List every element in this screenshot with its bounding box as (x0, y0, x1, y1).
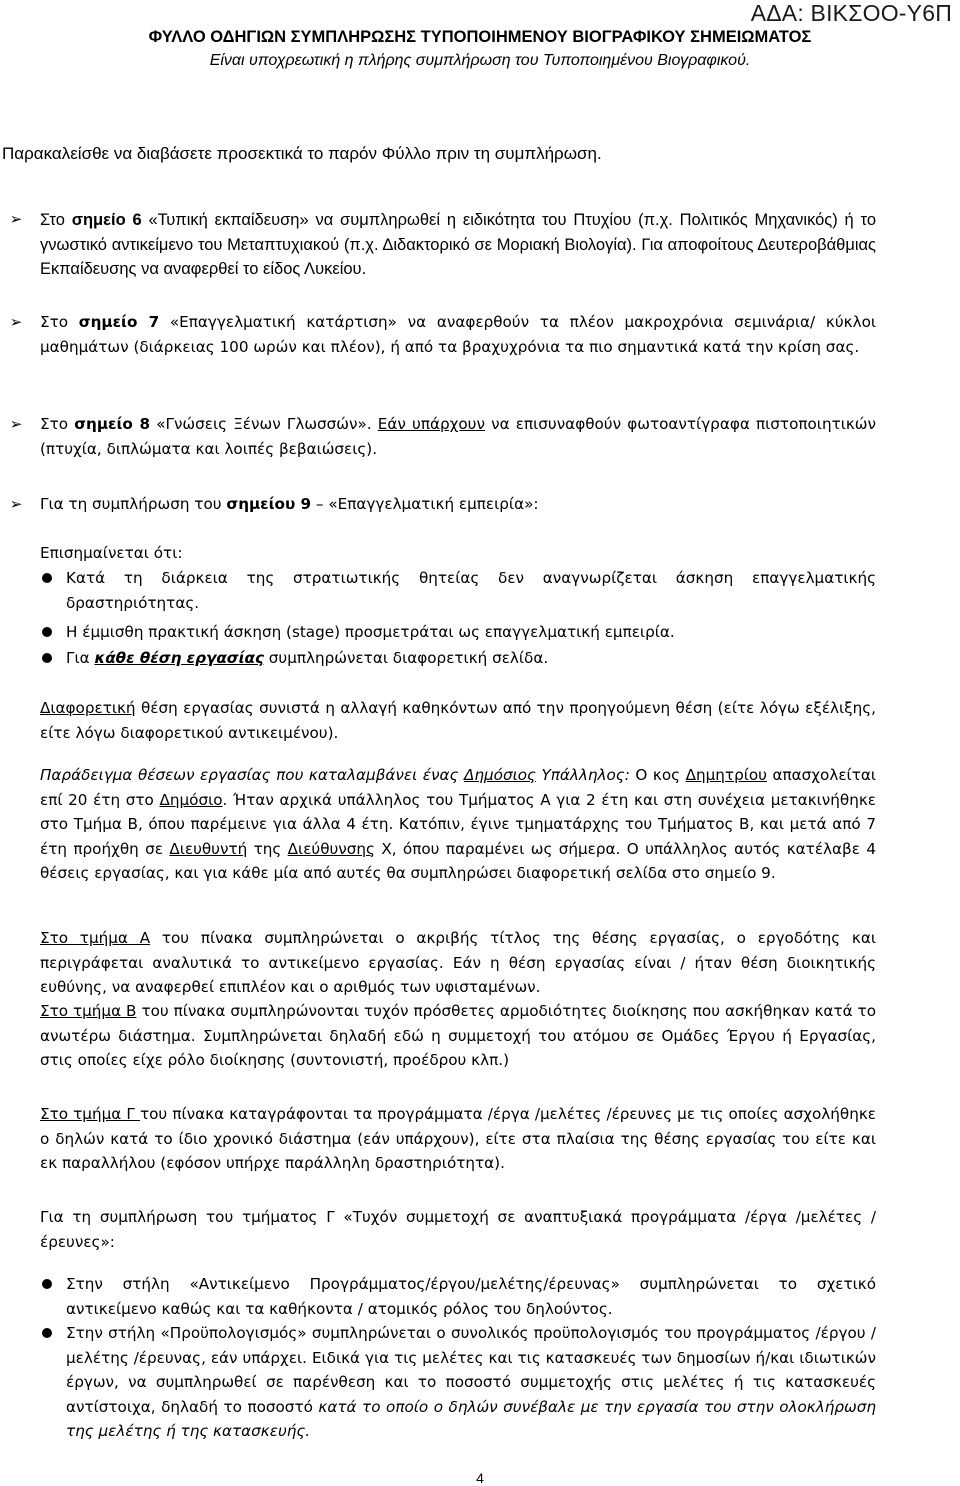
point-8-paragraph: Στο σημείο 8 «Γνώσεις Ξένων Γλωσσών». Εάν υπάρχουν να επισυναφθούν φωτοαντίγραφα πιστοποιητικών (πτυχία, διπλώματα και λοιπές βεβαιώσεις). (40, 415, 877, 458)
intro-text: Παρακαλείσθε να διαβάσετε προσεκτικά το παρόν Φύλλο πριν τη συμπλήρωση. (2, 144, 602, 163)
bullet-stage: Η έμμισθη πρακτική άσκηση (stage) προσμετράται ως επαγγελματική εμπειρία. (66, 623, 675, 641)
arrow-bullet-icon: ➢ (9, 495, 23, 513)
section-b-paragraph: Στο τμήμα Β του πίνακα συμπληρώνονται τυχόν πρόσθετες αρμοδιότητες διοίκησης που ασκήθηκαν κατά το ανωτέρω διάστημα. Συμπληρώνεται δηλαδή εδώ η συμμετοχή του ατόμου σε Ομάδες Έργου ή Εργασίας, στις οποίες είχε ρόλο διοίκησης (συντονιστή, προέδρου κλπ.) (40, 1002, 876, 1069)
point-7-paragraph: Στο σημείο 7 «Επαγγελματική κατάρτιση» να αναφερθούν τα πλέον μακροχρόνια σεμινάρια/ κύκλοι μαθημάτων (διάρκειας 100 ωρών και πλέον), ή από τα βραχυχρόνια τα πιο σημαντικά κατά την κρίση σας. (40, 313, 877, 356)
document-subtitle: Είναι υποχρεωτική η πλήρης συμπλήρωση του Τυποποιημένου Βιογραφικού. (209, 52, 751, 69)
arrow-bullet-icon: ➢ (9, 415, 23, 433)
ada-code: ΑΔΑ: ΒΙΚΣΟΟ-Υ6Π (750, 0, 952, 26)
bullet-military-service: Κατά τη διάρκεια της στρατιωτικής θητείας δεν αναγνωρίζεται άσκηση επαγγελματικής δραστηριότητας. (66, 569, 876, 612)
section-g-paragraph: Στο τμήμα Γ του πίνακα καταγράφονται τα προγράμματα /έργα /μελέτες /έρευνες με τις οποίες ασχολήθηκε ο δηλών κατά το ίδιο χρονικό διάστημα (εάν υπάρχουν), είτε στα πλαίσια της θέσης εργασίας του είτε και εκ παραλλήλου (εφόσον υπήρχε παράλληλη δραστηριότητα). (40, 1105, 876, 1172)
arrow-bullet-icon: ➢ (9, 313, 23, 331)
example-paragraph: Παράδειγμα θέσεων εργασίας που καταλαμβάνει ένας Δημόσιος Υπάλληλος: Ο κος Δημητρίου απασχολείται επί 20 έτη στο Δημόσιο. Ήταν αρχικά υπάλληλος του Τμήματος Α για 2 έτη και στη συνέχεια μετακινήθηκε στο Τμήμα Β, όπου παρέμεινε για άλλα 4 έτη. Κατόπιν, έγινε τμηματάρχης του Τμήματος Β, και μετά από 7 έτη προήχθη σε Διευθυντή της Διεύθυνσης Χ, όπου παραμένει ως σήμερα. Ο υπάλληλος αυτός κατέλαβε 4 θέσεις εργασίας, και για κάθε μία από αυτές θα συμπληρώσει διαφορετική σελίδα στο σημείο 9. (40, 766, 876, 882)
bullet-dot-icon (42, 573, 52, 583)
section-g-intro: Για τη συμπλήρωση του τμήματος Γ «Τυχόν συμμετοχή σε αναπτυξιακά προγράμματα /έργα /μελέτες /έρευνες»: (40, 1208, 876, 1251)
definition-paragraph: Διαφορετική θέση εργασίας συνιστά η αλλαγή καθηκόντων από την προηγούμενη θέση (είτε λόγω εξέλιξης, είτε λόγω διαφορετικού αντικειμένου). (40, 699, 876, 742)
document-title: ΦΥΛΛΟ ΟΔΗΓΙΩΝ ΣΥΜΠΛΗΡΩΣΗΣ ΤΥΠΟΠΟΙΗΜΕΝΟΥ ΒΙΟΓΡΑΦΙΚΟΥ ΣΗΜΕΙΩΜΑΤΟΣ (148, 28, 812, 46)
arrow-bullet-icon: ➢ (9, 210, 23, 228)
bullet-dot-icon (42, 627, 52, 637)
point-6-paragraph: Στο σημείο 6 «Τυπική εκπαίδευση» να συμπληρωθεί η ειδικότητα του Πτυχίου (π.χ. Πολιτικός Μηχανικός) ή το γνωστικό αντικείμενο του Μεταπτυχιακού (π.χ. Διδακτορικό σε Μοριακή Βιολογία). Για αποφοίτους Δευτεροβάθμιας Εκπαίδευσης να αναφερθεί το είδος Λυκείου. (40, 211, 877, 278)
bullet-each-position: Για κάθε θέση εργασίας συμπληρώνεται διαφορετική σελίδα. (66, 649, 549, 667)
bullet-dot-icon (42, 653, 52, 663)
bullet-dot-icon (42, 1279, 52, 1289)
section-a-paragraph: Στο τμήμα Α του πίνακα συμπληρώνεται ο ακριβής τίτλος της θέσης εργασίας, ο εργοδότης και περιγράφεται αναλυτικά το αντικείμενο εργασίας. Εάν η θέση εργασίας είναι / ήταν θέση διοικητικής ευθύνης, να αναφερθεί επιπλέον και ο αριθμός των υφισταμένων. (40, 929, 876, 996)
bullet-dot-icon (42, 1328, 52, 1338)
point-9-paragraph: Για τη συμπλήρωση του σημείου 9 – «Επαγγελματική εμπειρία»: (40, 495, 539, 513)
page-number: 4 (476, 1470, 484, 1486)
note-label: Επισημαίνεται ότι: (40, 544, 183, 562)
bullet-subject-column: Στην στήλη «Αντικείμενο Προγράμματος/έργου/μελέτης/έρευνας» συμπληρώνεται το σχετικό αντικείμενο καθώς και τα καθήκοντα / ατομικός ρόλος του δηλούντος. (66, 1275, 876, 1318)
bullet-budget-column: Στην στήλη «Προϋπολογισμός» συμπληρώνεται ο συνολικός προϋπολογισμός του προγράμματος /έργου /μελέτης /έρευνας, εάν υπάρχει. Ειδικά για τις μελέτες και τις κατασκευές των δημοσίων ή/και ιδιωτικών έργων, να συμπληρωθεί σε παρένθεση και το ποσοστό συμμετοχής στις μελέτες ή τις κατασκευές αντίστοιχα, δηλαδή το ποσοστό κατά το οποίο ο δηλών συνέβαλε με την εργασία του στην ολοκλήρωση της μελέτης ή της κατασκευής. (66, 1324, 876, 1440)
